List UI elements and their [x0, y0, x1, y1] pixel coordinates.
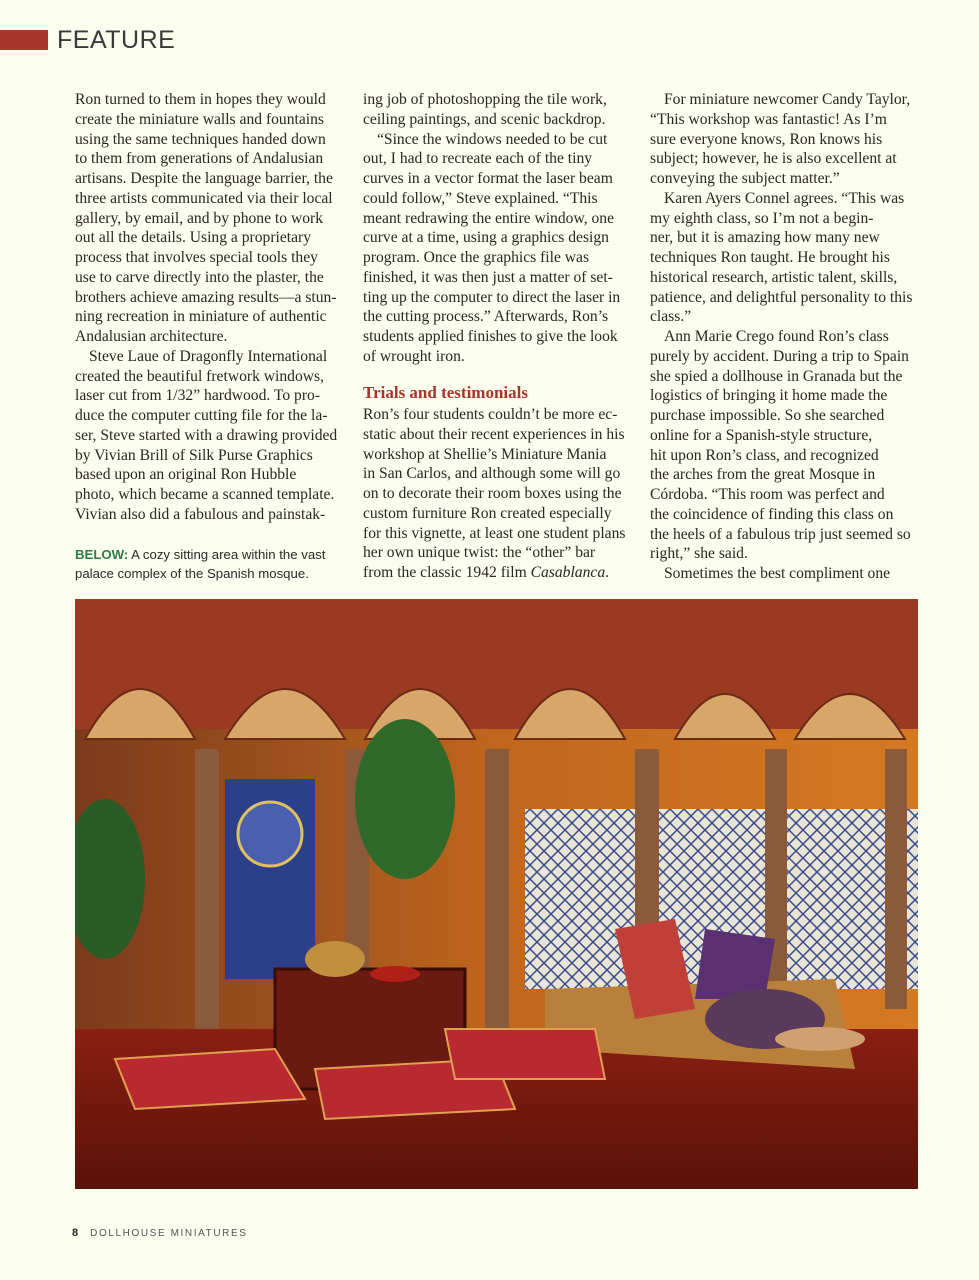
- text-line: [363, 445, 606, 465]
- text-line-content: the cutting process.” Afterwards, Ron’s: [363, 308, 609, 326]
- text-line: [363, 307, 608, 327]
- text-line-content: the heels of a fabulous trip just seemed so: [650, 525, 911, 543]
- text-line: [650, 130, 882, 150]
- text-line: [363, 268, 613, 288]
- text-line: [75, 149, 323, 169]
- text-line-content: of wrought iron.: [363, 347, 465, 365]
- text-line-content: Sometimes the best compliment one: [664, 565, 891, 582]
- text-line-content: students applied finishes to give the look: [363, 328, 618, 345]
- text-line: [75, 465, 296, 485]
- text-line: [75, 307, 327, 327]
- text-line-content: the coincidence of finding this class on: [650, 505, 894, 523]
- text-line: [650, 386, 887, 406]
- section-label: FEATURE: [57, 26, 176, 54]
- text-line: [75, 288, 337, 308]
- text-line: [363, 149, 592, 169]
- text-line-content: my eighth class, so I’m not a begin-: [650, 209, 874, 227]
- page-footer: [72, 1227, 248, 1239]
- text-line-content: use to carve directly into the plaster, the: [75, 268, 324, 286]
- text-line: [75, 110, 324, 130]
- text-line: [664, 327, 889, 347]
- text-line-content: out, I had to recreate each of the tiny: [363, 150, 593, 168]
- magazine-name: DOLLHOUSE MINIATURES: [90, 1228, 248, 1239]
- text-line-content: by Vivian Brill of Silk Purse Graphics: [75, 446, 313, 464]
- text-line: [75, 426, 337, 446]
- text-line: [650, 446, 879, 466]
- text-line: [650, 465, 875, 485]
- text-line: [650, 426, 872, 446]
- text-line-content: techniques Ron taught. He brought his: [650, 249, 890, 266]
- text-line: [75, 485, 334, 505]
- text-line-content: curves in a vector format the laser beam: [363, 170, 613, 187]
- photo-caption: [75, 545, 355, 583]
- text-line-content: ner, but it is amazing how many new: [650, 229, 880, 247]
- text-line-content: curve at a time, using a graphics design: [363, 229, 609, 247]
- text-line: [650, 288, 912, 308]
- text-line-content: for this vignette, at least one student plans: [363, 524, 626, 542]
- text-line-content: right,” she said.: [650, 545, 748, 563]
- text-line: [363, 425, 625, 445]
- text-line-content: ting up the computer to direct the laser in: [363, 288, 621, 306]
- text-line-content: class.”: [650, 308, 692, 326]
- text-line: [363, 543, 595, 563]
- text-line: [75, 169, 333, 189]
- text-line: [75, 505, 325, 525]
- text-line-content: Karen Ayers Connel agrees. “This was: [664, 189, 905, 207]
- text-line: [363, 288, 620, 308]
- text-line: [650, 367, 902, 387]
- photo-moorish-sitting-room: [75, 599, 918, 1189]
- text-line-content: the arches from the great Mosque in: [650, 466, 876, 484]
- text-line-content: artisans. Despite the language barrier, the: [75, 170, 333, 187]
- text-line-content: online for a Spanish-style structure,: [650, 426, 873, 444]
- text-line: [650, 525, 911, 545]
- text-line-content: Ron turned to them in hopes they would: [75, 91, 326, 108]
- text-line: [363, 169, 613, 189]
- text-line-content: ning recreation in miniature of authentic: [75, 308, 327, 326]
- text-line-content: historical research, artistic talent, skills,: [650, 268, 898, 286]
- text-line-content: workshop at Shellie’s Miniature Mania: [363, 445, 607, 463]
- text-line-content: duce the computer cutting file for the la-: [75, 407, 328, 424]
- text-line: [75, 248, 318, 268]
- text-line: [650, 169, 840, 189]
- text-line: [664, 189, 904, 209]
- text-line-content: subject; however, he is also excellent at: [650, 150, 897, 168]
- text-line-content: ceiling paintings, and scenic backdrop.: [363, 110, 606, 128]
- text-line-content: using the same techniques handed down: [75, 130, 326, 148]
- text-line-content: static about their recent experiences in his: [363, 425, 625, 443]
- text-line-content: Steve Laue of Dragonfly International: [89, 347, 328, 365]
- text-line: [363, 563, 609, 583]
- text-line-content: finished, it was then just a matter of set-: [363, 268, 613, 286]
- text-line-content: laser cut from 1/32” hardwood. To pro-: [75, 387, 321, 405]
- section-color-bar: [0, 30, 48, 50]
- text-line-content: in San Carlos, and although some will go: [363, 465, 621, 483]
- text-line-content: based upon an original Ron Hubble: [75, 466, 297, 484]
- text-line: [650, 228, 880, 248]
- text-line: [650, 248, 890, 268]
- text-line: [75, 228, 311, 248]
- text-line: [75, 367, 324, 387]
- text-line-content: conveying the subject matter.”: [650, 170, 840, 187]
- film-title: Casablanca: [530, 564, 606, 581]
- caption-label: BELOW:: [75, 547, 129, 562]
- caption-text: A cozy sitting area within the vast palace complex of the Spanish mosque.: [75, 547, 326, 581]
- text-line: [650, 268, 897, 288]
- punctuation: .: [605, 564, 610, 581]
- text-line-content: gallery, by email, and by phone to work: [75, 209, 323, 227]
- text-line-content: brothers achieve amazing results—a stun-: [75, 288, 337, 306]
- text-line-content: custom furniture Ron created especially: [363, 504, 612, 522]
- text-line-content: three artists communicated via their local: [75, 189, 333, 207]
- text-line-content: could follow,” Steve explained. “This: [363, 189, 598, 207]
- text-line-content: out all the details. Using a proprietary: [75, 229, 312, 247]
- text-line: [75, 209, 323, 229]
- text-line-content: create the miniature walls and fountains: [75, 110, 324, 128]
- text-line-content: ing job of photoshopping the tile work,: [363, 91, 607, 108]
- text-line-content: process that involves special tools they: [75, 249, 318, 266]
- text-line: [75, 446, 313, 466]
- text-line: [363, 504, 612, 524]
- text-line-content: ser, Steve started with a drawing provided: [75, 426, 338, 444]
- text-line: [363, 327, 618, 347]
- text-line: [363, 248, 589, 268]
- text-line-content: purely by accident. During a trip to Spain: [650, 347, 909, 365]
- subheading: Trials and testimonials: [363, 383, 528, 402]
- text-line-content: For miniature newcomer Candy Taylor,: [664, 91, 911, 108]
- text-line-content: “Since the windows needed to be cut: [377, 130, 608, 148]
- text-line: [363, 209, 614, 229]
- text-line-content: Córdoba. “This room was perfect and: [650, 486, 885, 503]
- text-line: [75, 130, 326, 150]
- text-line: [650, 505, 893, 525]
- text-line: [75, 90, 326, 110]
- text-line-content: logistics of bringing it home made the: [650, 387, 888, 405]
- text-line-content: sure everyone knows, Ron knows his: [650, 130, 883, 148]
- text-line-content: hit upon Ron’s class, and recognized: [650, 446, 879, 464]
- text-line: [75, 268, 324, 288]
- text-line-content: on to decorate their room boxes using the: [363, 485, 622, 502]
- text-line: [363, 90, 607, 110]
- text-line: [75, 189, 333, 209]
- text-line-content: she spied a dollhouse in Granada but the: [650, 367, 903, 385]
- text-line-content: meant redrawing the entire window, one: [363, 209, 614, 227]
- text-line-content: created the beautiful fretwork windows,: [75, 367, 324, 385]
- text-line: [650, 209, 873, 229]
- text-line: [650, 544, 748, 564]
- text-line: [650, 347, 909, 367]
- text-line: [363, 347, 465, 367]
- text-line-content: Andalusian architecture.: [75, 328, 228, 345]
- text-line-content: photo, which became a scanned template.: [75, 486, 335, 503]
- text-line: [650, 307, 691, 327]
- text-line: [363, 464, 620, 484]
- text-line: [363, 405, 617, 425]
- text-line-content: to them from generations of Andalusian: [75, 150, 324, 168]
- text-line: [377, 130, 607, 150]
- text-line-content: her own unique twist: the “other” bar: [363, 544, 596, 562]
- text-line-content: from the classic 1942 film: [363, 564, 531, 581]
- text-line: [363, 228, 609, 248]
- page-number: 8: [72, 1227, 79, 1239]
- text-line-content: purchase impossible. So she searched: [650, 407, 885, 424]
- text-line: [650, 110, 887, 130]
- text-line: [363, 524, 625, 544]
- text-line: [363, 110, 606, 130]
- text-line: [664, 564, 890, 584]
- text-line-content: Ron’s four students couldn’t be more ec-: [363, 406, 618, 423]
- text-line: [650, 485, 885, 505]
- text-line: [650, 406, 884, 426]
- text-line: [75, 406, 327, 426]
- text-line-content: Ann Marie Crego found Ron’s class: [664, 328, 889, 345]
- text-line: [650, 149, 897, 169]
- text-line: [75, 327, 227, 347]
- text-line-content: “This workshop was fantastic! As I’m: [650, 110, 887, 128]
- text-line: [363, 189, 598, 209]
- text-line-content: patience, and delightful personality to this: [650, 288, 913, 306]
- text-line: [89, 347, 327, 367]
- text-line: [664, 90, 910, 110]
- text-line: [363, 484, 622, 504]
- text-line-content: program. Once the graphics file was: [363, 249, 590, 266]
- text-line: [75, 386, 320, 406]
- text-line-content: Vivian also did a fabulous and painstak-: [75, 505, 326, 523]
